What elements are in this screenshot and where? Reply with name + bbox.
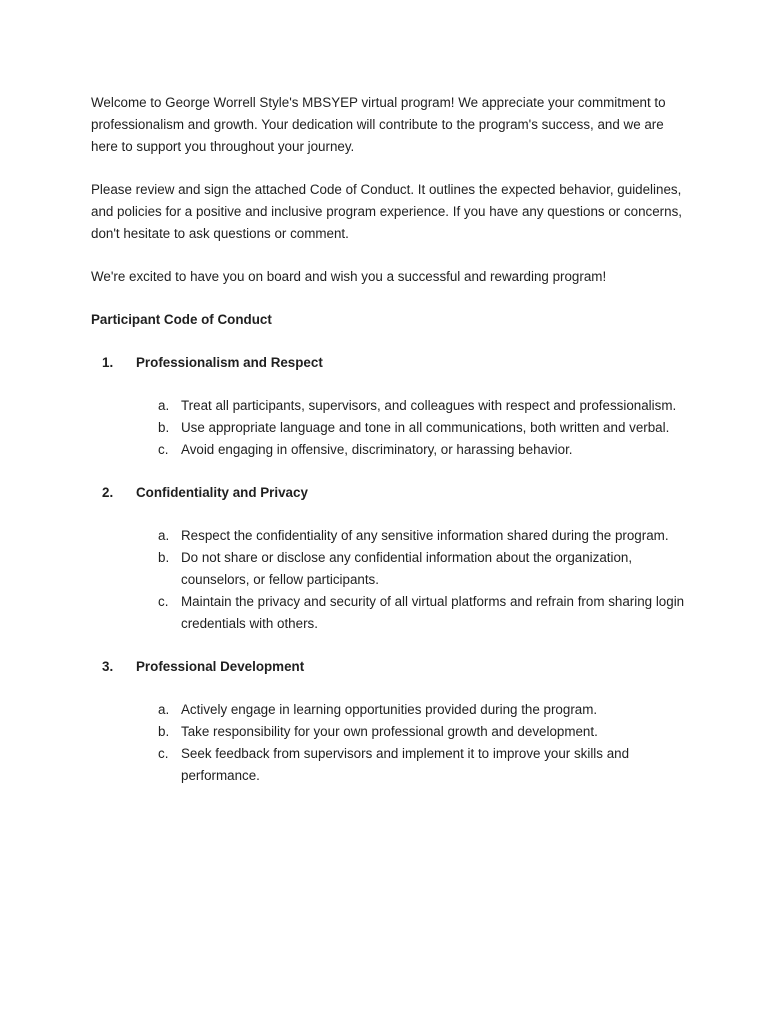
document-page bbox=[91, 92, 691, 808]
list-item bbox=[91, 547, 691, 591]
section-items bbox=[91, 395, 691, 461]
item-text: Avoid engaging in offensive, discriminatory, or harassing behavior. bbox=[181, 442, 573, 457]
code-of-conduct-title: Participant Code of Conduct bbox=[91, 312, 272, 327]
list-item bbox=[91, 525, 691, 547]
item-letter: a. bbox=[158, 702, 170, 717]
item-text: Maintain the privacy and security of all virtual platforms and refrain from sharing login credentials with others. bbox=[181, 594, 685, 631]
item-letter: c. bbox=[158, 442, 169, 457]
item-letter: a. bbox=[158, 398, 170, 413]
list-item bbox=[91, 699, 691, 721]
list-item bbox=[91, 395, 691, 417]
section-number: 2. bbox=[102, 485, 114, 500]
intro-paragraph-welcome: Welcome to George Worrell Style's MBSYEP virtual program! We appreciate your commitment to professionalism and growth. Your dedication will contribute to the program's success, and we are here to support you throughout your journey. bbox=[91, 95, 666, 154]
section-confidentiality bbox=[91, 482, 691, 635]
list-item bbox=[91, 743, 691, 787]
item-letter: b. bbox=[158, 550, 170, 565]
item-letter: c. bbox=[158, 746, 169, 761]
section-items bbox=[91, 525, 691, 635]
section-number: 3. bbox=[102, 659, 114, 674]
section-professional-development bbox=[91, 656, 691, 787]
item-text: Respect the confidentiality of any sensitive information shared during the program. bbox=[181, 528, 669, 543]
section-heading bbox=[91, 352, 691, 374]
section-number: 1. bbox=[102, 355, 114, 370]
item-text: Use appropriate language and tone in all communications, both written and verbal. bbox=[181, 420, 670, 435]
section-professionalism bbox=[91, 352, 691, 461]
item-text: Treat all participants, supervisors, and colleagues with respect and professionalism. bbox=[181, 398, 677, 413]
item-text: Seek feedback from supervisors and implement it to improve your skills and performance. bbox=[181, 746, 630, 783]
item-text: Take responsibility for your own professional growth and development. bbox=[181, 724, 598, 739]
section-heading bbox=[91, 482, 691, 504]
section-title: Professional Development bbox=[136, 659, 305, 674]
list-item bbox=[91, 591, 691, 635]
list-item bbox=[91, 721, 691, 743]
item-letter: a. bbox=[158, 528, 170, 543]
list-item bbox=[91, 439, 691, 461]
intro-paragraph-review: Please review and sign the attached Code of Conduct. It outlines the expected behavior, guidelines, and policies for a positive and inclusive program experience. If you have any questions or concerns, don't hesitate to ask questions or comment. bbox=[91, 182, 683, 241]
intro-paragraph-excited: We're excited to have you on board and wish you a successful and rewarding program! bbox=[91, 269, 607, 284]
item-text: Do not share or disclose any confidential information about the organization, counselors, or fellow participants. bbox=[181, 550, 633, 587]
item-letter: c. bbox=[158, 594, 169, 609]
item-letter: b. bbox=[158, 724, 170, 739]
section-title: Confidentiality and Privacy bbox=[136, 485, 308, 500]
section-heading bbox=[91, 656, 691, 678]
item-text: Actively engage in learning opportunities provided during the program. bbox=[181, 702, 598, 717]
list-item bbox=[91, 417, 691, 439]
section-title: Professionalism and Respect bbox=[136, 355, 323, 370]
section-items bbox=[91, 699, 691, 787]
item-letter: b. bbox=[158, 420, 170, 435]
